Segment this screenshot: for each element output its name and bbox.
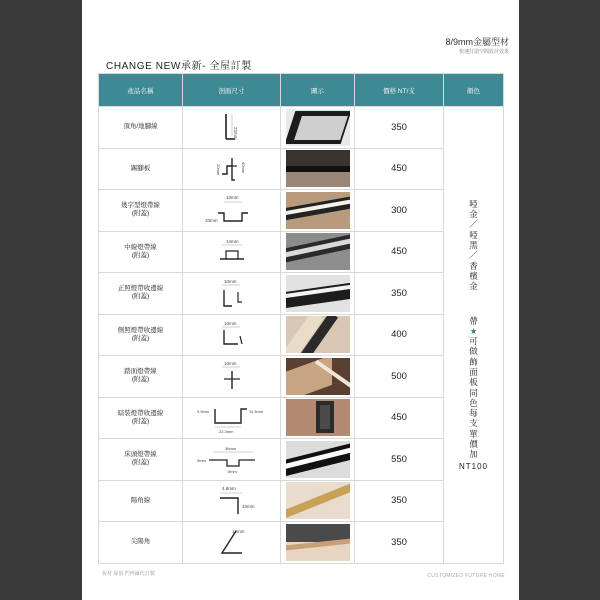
price-value: 350: [355, 107, 444, 149]
table-row: [99, 148, 504, 190]
dim-label: 10mm: [225, 195, 239, 201]
tread-profile-icon: [202, 359, 262, 393]
product-name: 踏面燈帶線 (附蓋): [99, 356, 183, 398]
table-row: [99, 397, 504, 439]
hat-profile-icon: [202, 193, 262, 227]
price-value: 550: [355, 439, 444, 481]
section-drawing: [183, 231, 281, 273]
dim-label: 10mm: [241, 503, 255, 509]
outer-corner-photo: [286, 482, 350, 519]
price-value: 350: [355, 480, 444, 522]
price-value: 450: [355, 397, 444, 439]
surcharge-amount: NT100: [458, 461, 488, 471]
dim-label: 14mm: [225, 238, 239, 244]
baseboard-photo: [286, 150, 350, 187]
price-table: [98, 73, 504, 564]
section-drawing: [183, 480, 281, 522]
table-row: [99, 190, 504, 232]
table-row: [99, 480, 504, 522]
table-row: [99, 314, 504, 356]
price-value: 500: [355, 356, 444, 398]
dim-label: 4.8mm: [221, 485, 236, 491]
side-light-profile-icon: [202, 318, 262, 352]
baseboard-profile-icon: [202, 152, 262, 186]
l-profile-icon: [202, 110, 262, 144]
product-name: 頂角/地腳線: [99, 107, 183, 149]
tread-photo: [286, 358, 350, 395]
sharp-corner-photo: [286, 524, 350, 561]
product-name: 踢腳板: [99, 148, 183, 190]
price-value: 350: [355, 522, 444, 564]
col-price: 價格 NT/支: [355, 74, 444, 107]
headboard-photo: [286, 441, 350, 478]
table-row: [99, 273, 504, 315]
product-photo: [281, 356, 355, 398]
price-value: 450: [355, 231, 444, 273]
dim-label: 10mm: [223, 361, 237, 367]
product-name: 尖陽角: [99, 522, 183, 564]
section-drawing: [183, 314, 281, 356]
light-strip-photo: [286, 192, 350, 229]
color-options: [444, 107, 504, 564]
price-value: 450: [355, 148, 444, 190]
col-product-name: 產品名稱: [99, 74, 183, 107]
edge-light-photo: [286, 275, 350, 312]
star-icon: ★: [469, 325, 478, 336]
product-name: 中線燈帶線 (附蓋): [99, 231, 183, 273]
recessed-profile-icon: [195, 401, 269, 435]
color-list: 啞金／啞黑／香檳金: [469, 198, 478, 292]
section-drawing: [183, 522, 281, 564]
product-name: 側照燈帶收邊線 (附蓋): [99, 314, 183, 356]
recessed-photo: [286, 399, 350, 436]
footer-right: CUSTOMIZED FUTURE HOME: [427, 573, 505, 579]
section-drawing: [183, 273, 281, 315]
brand-title: CHANGE NEW承新- 全屋訂製: [106, 61, 252, 72]
dim-label: 36mm: [224, 446, 236, 452]
product-photo: [281, 190, 355, 232]
dim-label: 10mm: [204, 218, 218, 224]
product-photo: [281, 397, 355, 439]
price-value: 300: [355, 190, 444, 232]
catalog-title: 8/9mm金屬型材: [445, 37, 509, 47]
section-drawing: [183, 190, 281, 232]
sharp-corner-icon: [202, 525, 262, 559]
dim-label: 22.3mm: [218, 428, 233, 434]
product-photo: [281, 522, 355, 564]
dim-label: 10mm: [223, 279, 237, 285]
product-name: 正照燈帶收邊線 (附蓋): [99, 273, 183, 315]
section-drawing: [183, 107, 281, 149]
center-channel-icon: [202, 235, 262, 269]
product-photo: [281, 273, 355, 315]
col-section-size: 剖面尺寸: [183, 74, 281, 107]
product-name: 陽角線: [99, 480, 183, 522]
section-drawing: [183, 148, 281, 190]
dim-label: 9.9mm: [196, 408, 209, 414]
price-value: 400: [355, 314, 444, 356]
dim-label: 11.3mm: [248, 408, 263, 414]
product-name: 幾字型燈帶線 (附蓋): [99, 190, 183, 232]
table-row: [99, 107, 504, 149]
section-drawing: [183, 356, 281, 398]
product-photo: [281, 231, 355, 273]
dim-label: 40mm: [240, 161, 246, 173]
table-row: [99, 231, 504, 273]
dim-label: 10mm: [223, 320, 237, 326]
dim-label: 12mm: [231, 529, 245, 535]
product-photo: [281, 480, 355, 522]
center-strip-photo: [286, 233, 350, 270]
dim-label: 6mm: [227, 469, 237, 475]
section-drawing: [183, 439, 281, 481]
section-drawing: [183, 397, 281, 439]
product-photo: [281, 439, 355, 481]
catalog-page: [82, 0, 519, 600]
dim-label: 22mm: [232, 127, 238, 140]
product-photo: [281, 148, 355, 190]
dim-label: 9mm: [196, 458, 206, 464]
catalog-subtitle: 快速打造空間設計效果: [458, 49, 509, 55]
table-row: [99, 522, 504, 564]
col-illustration: 圖示: [281, 74, 355, 107]
table-row: [99, 439, 504, 481]
price-value: 350: [355, 273, 444, 315]
table-header-row: [99, 74, 504, 107]
col-color: 顏色: [444, 74, 504, 107]
outer-corner-icon: [202, 484, 262, 518]
product-name: 床頭燈帶線 (附蓋): [99, 439, 183, 481]
table-row: [99, 356, 504, 398]
side-light-photo: [286, 316, 350, 353]
footer-left: 板材 傢俱 門博爾代訂製: [102, 571, 155, 577]
surface-note: 帶★可做飾面板同色每支單價加: [469, 315, 478, 460]
headboard-profile-icon: [195, 442, 269, 476]
product-photo: [281, 314, 355, 356]
dim-label: 20mm: [215, 163, 221, 175]
frame-photo: [286, 109, 350, 146]
edge-light-profile-icon: [202, 276, 262, 310]
product-photo: [281, 107, 355, 149]
product-name: 暗裝燈帶收邊線 (附蓋): [99, 397, 183, 439]
